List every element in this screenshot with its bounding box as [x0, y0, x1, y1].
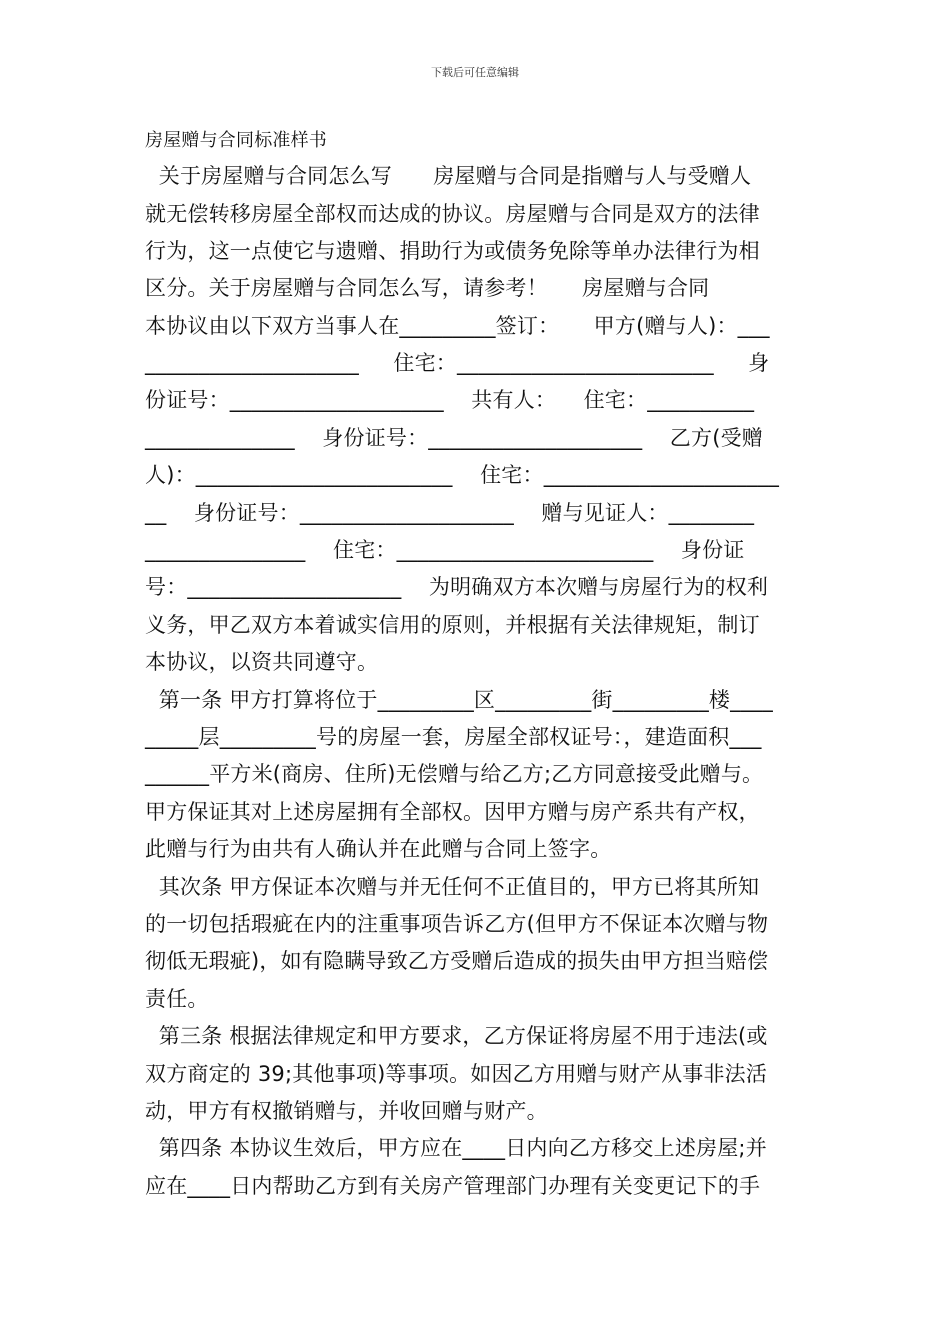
text-line: 号：____________________ 为明确双方本次赠与房屋行为的权利 — [145, 575, 769, 599]
text-line: _____层_________号的房屋一套，房屋全部权证号：，建造面积___ — [145, 725, 762, 749]
text-line: 本协议，以资共同遵守。 — [145, 650, 379, 674]
document-title: 房屋赠与合同标准样书 — [145, 130, 327, 151]
text-line: 份证号：____________________ 共有人： 住宅：__________ — [145, 388, 755, 412]
text-line: _______________ 住宅：________________________ 身份证 — [145, 538, 745, 562]
text-line: 就无偿转移房屋全部权而达成的协议。房屋赠与合同是双方的法律 — [145, 202, 760, 226]
text-line: 动，甲方有权撤销赠与，并收回赠与财产。 — [145, 1099, 548, 1123]
text-line: 双方商定的 39;其他事项)等事项。如因乙方用赠与财产从事非法活 — [145, 1062, 768, 1086]
text-line: 彻低无瑕疵)，如有隐瞒导致乙方受赠后造成的损失由甲方担当赔偿 — [145, 949, 769, 973]
text-line: ______________ 身份证号：____________________ 乙方(受赠 — [145, 426, 763, 450]
text-line: __ 身份证号：____________________ 赠与见证人：________ — [145, 501, 755, 525]
text-line: 应在____日内帮助乙方到有关房产管理部门办理有关变更记下的手 — [145, 1174, 761, 1198]
text-line: 第四条 本协议生效后，甲方应在____日内向乙方移交上述房屋;并 — [145, 1136, 767, 1160]
text-line: ______平方米(商房、住所)无偿赠与给乙方;乙方同意接受此赠与。 — [145, 762, 764, 786]
text-line: 区分。关于房屋赠与合同怎么写，请参考！ 房屋赠与合同 — [145, 276, 710, 300]
text-line: 关于房屋赠与合同怎么写 房屋赠与合同是指赠与人与受赠人 — [145, 164, 752, 188]
text-line: 的一切包括瑕疵在内的注重事项告诉乙方(但甲方不保证本次赠与物 — [145, 912, 769, 936]
text-line: 第三条 根据法律规定和甲方要求，乙方保证将房屋不用于违法(或 — [145, 1024, 768, 1048]
text-line: 责任。 — [145, 987, 209, 1011]
text-line: 甲方保证其对上述房屋拥有全部权。因甲方赠与房产系共有产权， — [145, 800, 760, 824]
page-header: 下载后可任意编辑 — [431, 66, 519, 79]
text-line: ____________________ 住宅：________________________ 身 — [145, 351, 770, 375]
text-line: 人)：________________________ 住宅：______________________ — [145, 463, 780, 487]
text-line: 此赠与行为由共有人确认并在此赠与合同上签字。 — [145, 837, 612, 861]
text-line: 第一条 甲方打算将位于_________区_________街_________楼____ — [145, 688, 773, 712]
text-line: 其次条 甲方保证本次赠与并无任何不正值目的，甲方已将其所知 — [145, 875, 760, 899]
text-line: 行为，这一点使它与遗赠、捐助行为或债务免除等单办法律行为相 — [145, 239, 760, 263]
text-line: 本协议由以下双方当事人在_________签订： 甲方(赠与人)：___ — [145, 314, 770, 338]
text-line: 义务，甲乙双方本着诚实信用的原则，并根据有关法律规矩，制订 — [145, 613, 760, 637]
